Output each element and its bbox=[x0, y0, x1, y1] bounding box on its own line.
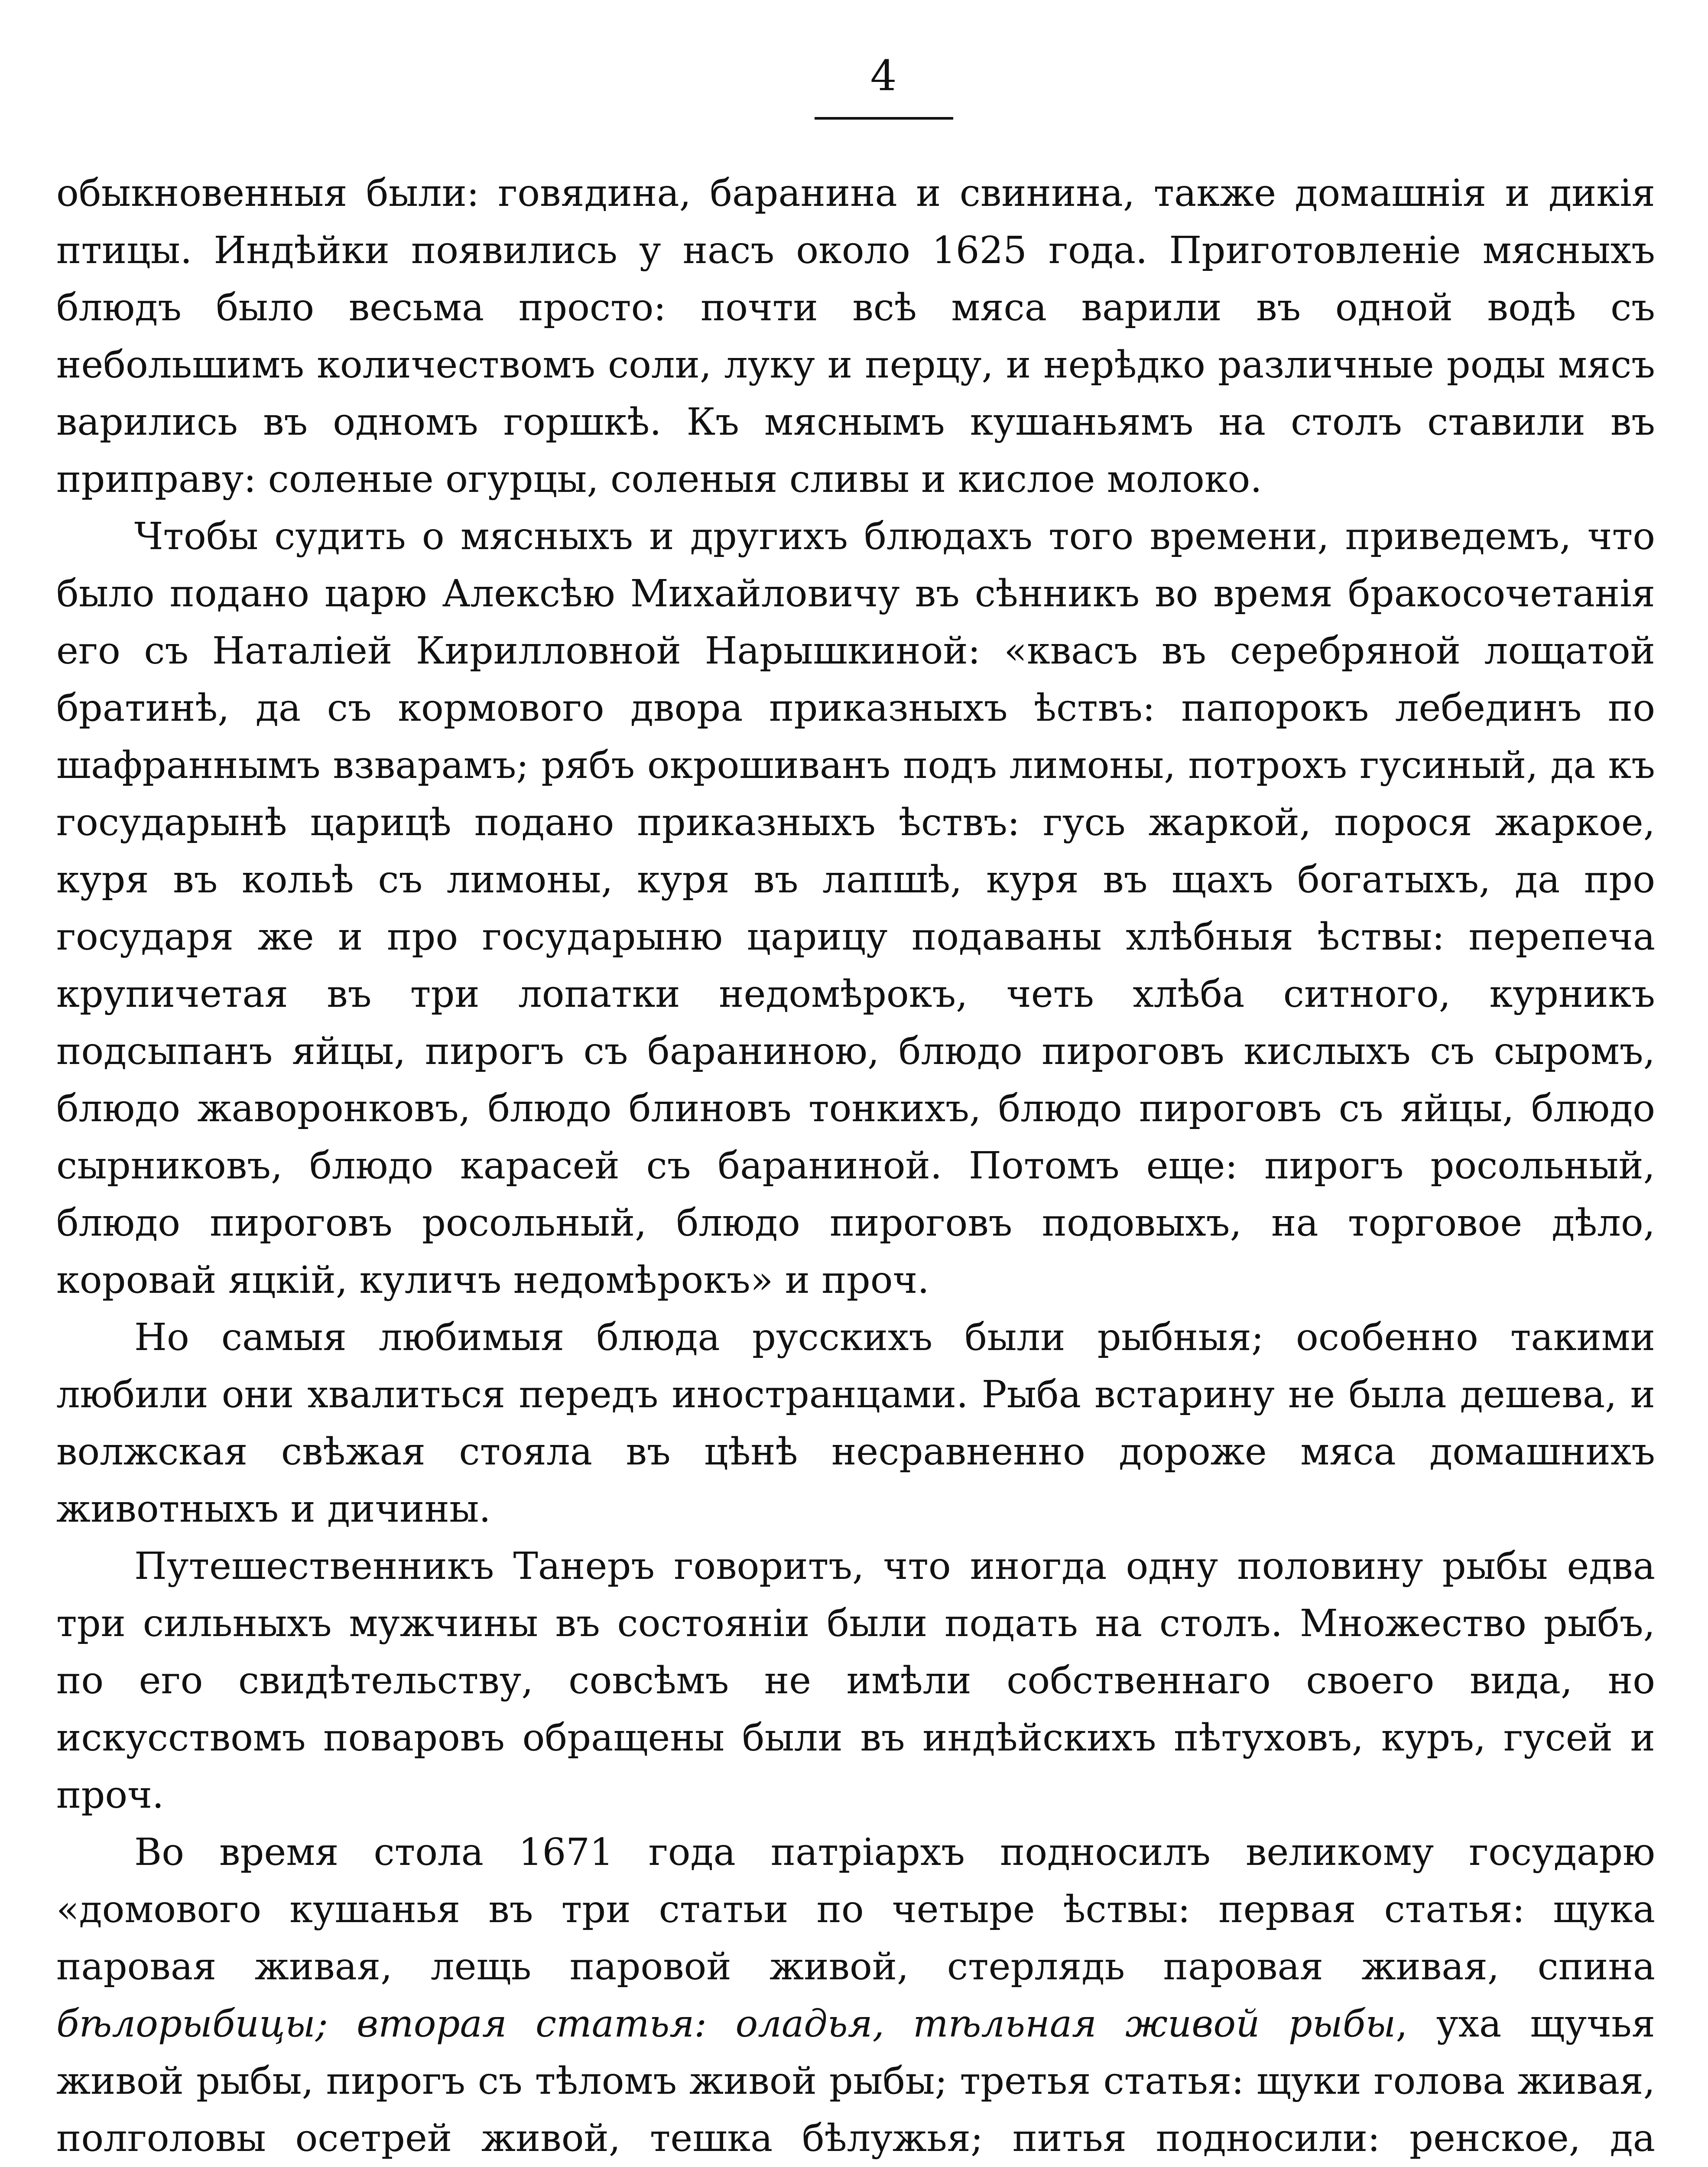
page-header bbox=[815, 52, 953, 120]
text-segment: Но самыя любимыя блюда русскихъ были рыбныя; особенно такими любили они хвалиться передъ иностранцами. Рыба встарину не была дешева, и волжская свѣжая стояла въ цѣнѣ несравненно дороже мяса домашнихъ животныхъ и дичины. bbox=[56, 1316, 1655, 1531]
text-segment: , уха щучья живой рыбы, пирогъ съ тѣломъ живой рыбы; третья статья: щуки голова живая, полголовы осетрей живой, тешка бѣлужья; питья подносили: ренское, да bbox=[56, 2002, 1655, 2160]
text-segment: Путешественникъ Танеръ говоритъ, что иногда одну половину рыбы едва три сильныхъ мужчины въ состояніи были подать на столъ. Множество рыбъ, по его свидѣтельству, совсѣмъ не имѣли собственнаго своего вида, но искусствомъ поваровъ обращены были въ индѣйскихъ пѣтуховъ, куръ, гусей и проч. bbox=[56, 1545, 1655, 1817]
paragraph bbox=[56, 1824, 1655, 2167]
header-rule bbox=[815, 117, 953, 120]
text-segment: обыкновенныя были: говядина, баранина и свинина, также домашнія и дикія птицы. Индѣйки появились у насъ около 1625 года. Приготовленіе мясныхъ блюдъ было весьма просто: почти всѣ мяса варили въ одной водѣ съ небольшимъ количествомъ соли, луку и перцу, и нерѣдко различные роды мясъ варились въ одномъ горшкѣ. Къ мяснымъ кушаньямъ на столъ ставили въ приправу: соленые огурцы, соленыя сливы и кислое молоко. bbox=[56, 172, 1655, 501]
italic-text-segment: бѣлорыбицы; вторая статья: оладья, тѣльная живой рыбы bbox=[56, 2002, 1396, 2046]
page-number: 4 bbox=[870, 52, 898, 100]
paragraph bbox=[56, 165, 1655, 508]
paragraph bbox=[56, 1309, 1655, 1538]
text-segment: Чтобы судить о мясныхъ и другихъ блюдахъ того времени, приведемъ, что было подано царю Алексѣю Михайловичу въ сѣнникъ во время бракосочетанія его съ Наталіей Кирилловной Нарышкиной: «квасъ въ серебряной лощатой братинѣ, да съ кормового двора приказныхъ ѣствъ: папорокъ лебединъ по шафраннымъ взварамъ; рябъ окрошиванъ подъ лимоны, потрохъ гусиный, да къ государынѣ царицѣ подано приказныхъ ѣствъ: гусь жаркой, порося жаркое, куря въ кольѣ съ лимоны, куря въ лапшѣ, куря въ щахъ богатыхъ, да про государя же и про государыню царицу подаваны хлѣбныя ѣствы: перепеча крупичетая въ три лопатки недомѣрокъ, четь хлѣба ситного, курникъ подсыпанъ яйцы, пирогъ съ бараниною, блюдо пироговъ кислыхъ съ сыромъ, блюдо жаворонковъ, блюдо блиновъ тонкихъ, блюдо пироговъ съ яйцы, блюдо сырниковъ, блюдо карасей съ бараниной. Потомъ еще: пирогъ росольный, блюдо пироговъ росольный, блюдо пироговъ подовыхъ, на торговое дѣло, коровай яцкій, куличъ недомѣрокъ» и проч. bbox=[56, 515, 1655, 1302]
paragraph bbox=[56, 508, 1655, 1309]
text-segment: Во время стола 1671 года патріархъ подносилъ великому государю «домового кушанья въ три статьи по четыре ѣствы: первая статья: щука паровая живая, лещь паровой живой, стерлядь паровая живая, спина bbox=[56, 1831, 1655, 1988]
body-text bbox=[56, 165, 1655, 2167]
paragraph bbox=[56, 1538, 1655, 1824]
